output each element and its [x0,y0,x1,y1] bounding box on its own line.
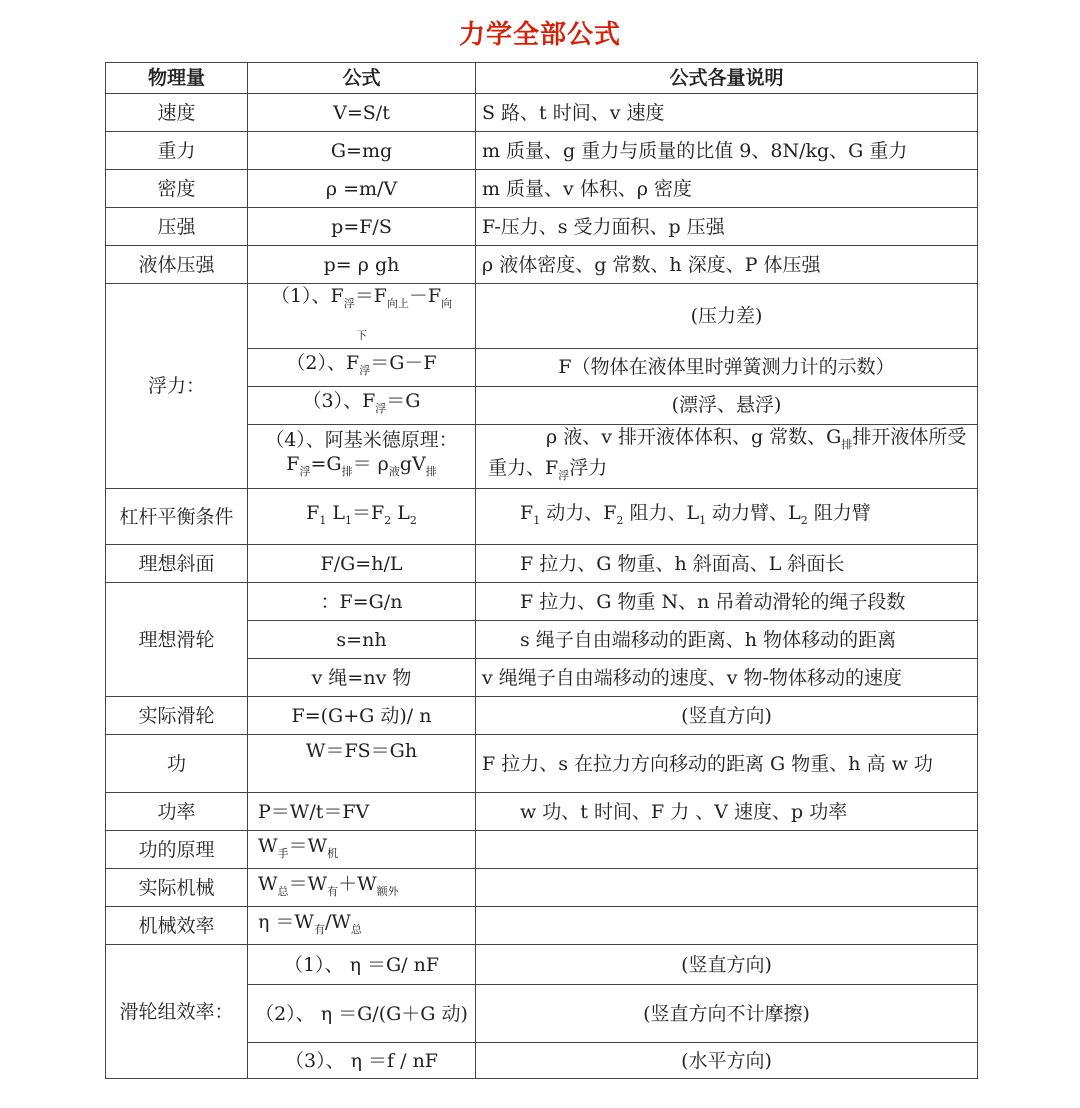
description-cell: F-压力、s 受力面积、p 压强 [476,208,978,246]
description-cell [476,907,978,945]
table-row [106,489,978,545]
formula-part: －F [408,285,442,307]
quantity-cell: 滑轮组效率： [106,945,248,1079]
description-cell [476,831,978,869]
formula-part: W [258,872,278,895]
subscript: 有 [313,922,325,936]
quantity-cell: 压强 [106,208,248,246]
quantity-cell: 功率 [106,793,248,831]
table-row [106,545,978,583]
description-part: ρ 液、v 排开液体体积、g 常数、G [546,425,842,448]
header-formula: 公式 [248,63,476,94]
description-part: 浮力 [569,457,608,480]
formula-part: ＝W [288,872,328,895]
description-cell: (水平方向) [476,1043,978,1079]
quantity-cell: 液体压强 [106,246,248,284]
description-cell: (竖直方向不计摩擦) [476,985,978,1043]
description-cell: s 绳子自由端移动的距离、h 物体移动的距离 [476,621,978,659]
formula-cell [248,489,476,545]
subscript: 2 [384,513,392,527]
subscript: 1 [533,513,541,527]
subscript: 总 [277,884,289,898]
formula-part: ＋W [338,872,377,895]
formula-part: F [306,501,320,524]
formula-part: η ＝W [258,910,314,933]
formula-cell: （3）、 η ＝f / nF [248,1043,476,1079]
description-part: 阻力臂 [807,501,871,524]
formula-cell [248,284,476,349]
formula-cell [248,348,476,386]
description-cell [476,489,978,545]
description-cell: m 质量、g 重力与质量的比值 9、8N/kg、G 重力 [476,132,978,170]
formula-part: ＝G [386,390,421,413]
subscript: 1 [345,513,352,527]
formula-cell: F/G=h/L [248,545,476,583]
formula-part: L [391,501,410,524]
description-cell: (竖直方向) [476,697,978,735]
subscript: 总 [350,922,362,936]
subscript: 向 [441,296,453,310]
subscript: 浮 [343,296,355,310]
quantity-cell: 实际滑轮 [106,697,248,735]
quantity-cell: 功的原理 [106,831,248,869]
formula-cell [248,831,476,869]
quantity-cell: 实际机械 [106,869,248,907]
table-row [106,94,978,132]
subscript: 浮 [558,469,570,483]
description-cell: F（物体在液体里时弹簧测力计的示数） [476,348,978,386]
description-cell: (竖直方向) [476,945,978,985]
subscript: 有 [327,884,339,898]
quantity-cell: 杠杆平衡条件 [106,489,248,545]
subscript: 手 [277,846,289,860]
description-part: 阻力、L [623,501,700,524]
table-row [106,945,978,985]
subscript: 向上 [386,296,409,310]
formula-part: （1）、F [270,285,344,307]
description-cell: (漂浮、悬浮) [476,386,978,424]
description-cell: w 功、t 时间、F 力 、V 速度、p 功率 [476,793,978,831]
formula-part: /W [324,910,351,933]
formula-part: ＝F [354,285,387,307]
header-description: 公式各量说明 [476,63,978,94]
subscript: 排 [341,465,353,479]
table-row [106,583,978,621]
subscript: 2 [800,513,808,527]
subscript: 2 [616,513,624,527]
formula-part: （3）、F [302,390,376,413]
formula-part: ＝G－F [370,352,437,375]
formula-cell: G=mg [248,132,476,170]
subscript: 液 [388,465,400,479]
description-cell: v 绳绳子自由端移动的速度、v 物-物体移动的速度 [476,659,978,697]
table-row [106,831,978,869]
subscript: 浮 [375,401,387,415]
description-part: 动力臂、L [706,501,801,524]
description-cell [476,869,978,907]
formula-table [105,62,978,1079]
formula-cell [248,424,476,489]
quantity-cell: 功 [106,735,248,793]
subscript: 1 [319,513,327,527]
quantity-cell: 机械效率 [106,907,248,945]
table-row [106,869,978,907]
subscript: 机 [327,846,339,860]
formula-cell [248,869,476,907]
subscript: 排 [425,465,437,479]
formula-part: L [326,501,345,524]
formula-part: ＝F [352,501,385,524]
subscript: 下 [356,328,367,342]
subscript: 2 [409,513,417,527]
subscript: 浮 [359,363,371,377]
formula-cell: p= ρ gh [248,246,476,284]
subscript: 排 [841,437,853,451]
subscript: 浮 [299,465,311,479]
quantity-cell: 浮力： [106,284,248,489]
description-cell: (压力差) [476,284,978,349]
formula-part: gV [399,453,426,476]
formula-cell: F=(G+G 动)/ n [248,697,476,735]
formula-cell: ρ =m/V [248,170,476,208]
subscript: 1 [699,513,707,527]
table-row [106,284,978,349]
description-cell: F 拉力、G 物重 N、n 吊着动滑轮的绳子段数 [476,583,978,621]
formula-part: （4）、阿基米德原理： [265,429,458,452]
table-row [106,132,978,170]
table-row [106,697,978,735]
quantity-cell: 密度 [106,170,248,208]
description-part: F [520,501,534,524]
table-row [106,907,978,945]
table-row [106,246,978,284]
formula-cell [248,386,476,424]
formula-part: =G [310,453,342,476]
formula-cell: p=F/S [248,208,476,246]
table-row [106,208,978,246]
page-title: 力学全部公式 [458,20,621,50]
table-row [106,170,978,208]
formula-cell: v 绳=nv 物 [248,659,476,697]
formula-cell: V=S/t [248,94,476,132]
quantity-cell: 重力 [106,132,248,170]
formula-part: （2）、F [286,352,360,375]
table-row [106,793,978,831]
formula-part: ＝ ρ [352,453,389,476]
table-header-row [106,63,978,94]
table-row [106,735,978,793]
header-quantity: 物理量 [106,63,248,94]
formula-part: W [258,834,278,857]
description-part: 动力、F [540,501,617,524]
description-cell: F 拉力、G 物重、h 斜面高、L 斜面长 [476,545,978,583]
formula-cell: （2）、 η ＝G/(G＋G 动) [248,985,476,1043]
formula-part: ＝W [288,834,328,857]
formula-part: F [286,453,300,476]
description-cell: F 拉力、s 在拉力方向移动的距离 G 物重、h 高 w 功 [476,735,978,793]
formula-cell: （1）、 η ＝G/ nF [248,945,476,985]
quantity-cell: 理想滑轮 [106,583,248,697]
formula-cell: W＝FS＝Gh [248,735,476,793]
quantity-cell: 速度 [106,94,248,132]
description-cell: ρ 液体密度、g 常数、h 深度、P 体压强 [476,246,978,284]
description-part: 排开液体所受重力、F [488,425,967,480]
formula-cell: P＝W/t＝FV [248,793,476,831]
description-cell: S 路、t 时间、v 速度 [476,94,978,132]
formula-cell: s=nh [248,621,476,659]
quantity-cell: 理想斜面 [106,545,248,583]
formula-cell: ：F=G/n [248,583,476,621]
description-cell [476,424,978,489]
formula-cell [248,907,476,945]
subscript: 额外 [376,884,399,898]
description-cell: m 质量、v 体积、ρ 密度 [476,170,978,208]
